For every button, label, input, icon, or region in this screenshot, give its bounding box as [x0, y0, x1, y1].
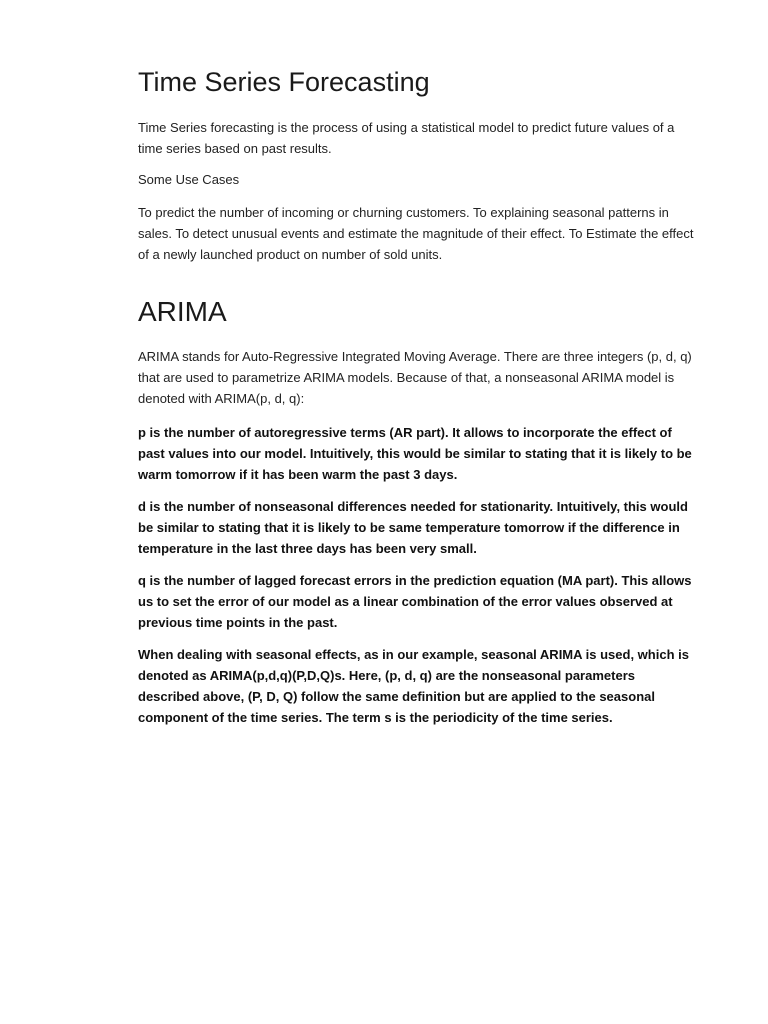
- seasonal-arima-paragraph: When dealing with seasonal effects, as in our example, seasonal ARIMA is used, which is denoted as ARIMA(p,d,q)(P,D,Q)s. Here, (p, d, q) are the nonseasonal parameters described above, (P, D, Q) follow the same definition but are applied to the seasonal component of the time series. The term s is the periodicity of the time series.: [138, 646, 689, 725]
- p-definition-paragraph: p is the number of autoregressive terms (AR part). It allows to incorporate the effect of past values into our model. Intuitively, this would be similar to stating that it is likely to be warm tomorrow if it has been warm the past 3 days.: [138, 424, 692, 482]
- document-page: [138, 66, 698, 739]
- use-cases-paragraph: To predict the number of incoming or churning customers. To explaining seasonal patterns in sales. To detect unusual events and estimate the magnitude of their effect. To Estimate the effect of a newly launched product on number of sold units.: [138, 205, 694, 263]
- arima-section-title: ARIMA: [138, 296, 227, 328]
- intro-paragraph: Time Series forecasting is the process of using a statistical model to predict future values of a time series based on past results.: [138, 120, 675, 157]
- q-definition-paragraph: q is the number of lagged forecast errors in the prediction equation (MA part). This allows us to set the error of our model as a linear combination of the error values observed at previous time points in the past.: [138, 572, 692, 630]
- d-definition-paragraph: d is the number of nonseasonal differences needed for stationarity. Intuitively, this would be similar to stating that it is likely to be same temperature tomorrow if the difference in temperature in the last three days has been very small.: [138, 498, 688, 556]
- arima-intro-paragraph: ARIMA stands for Auto-Regressive Integrated Moving Average. There are three integers (p, d, q) that are used to parametrize ARIMA models. Because of that, a nonseasonal ARIMA model is denoted with ARIMA(p, d, q):: [138, 348, 692, 406]
- page-title: Time Series Forecasting: [138, 67, 430, 97]
- use-cases-heading: Some Use Cases: [138, 172, 240, 188]
